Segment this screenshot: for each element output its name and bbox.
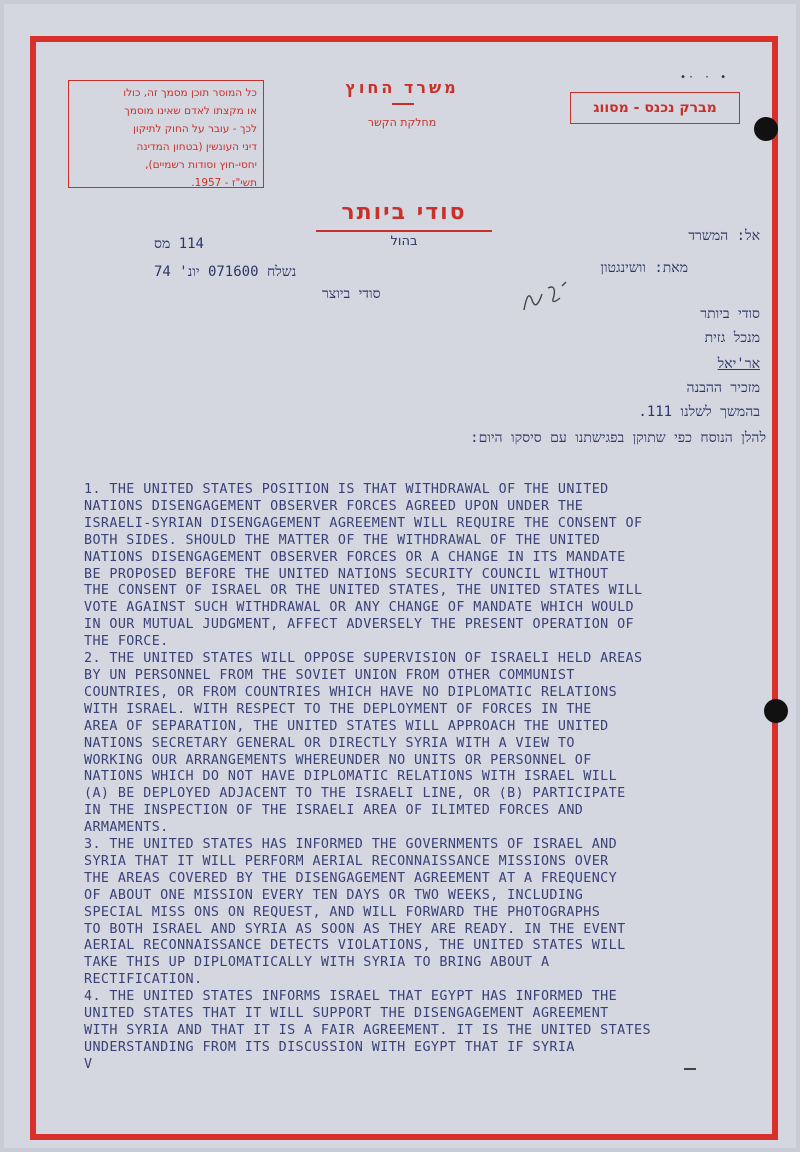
warning-line: דיני העונשין (בטחון המדינה [136,141,257,153]
body-line: 3. THE UNITED STATES HAS INFORMED THE GOVERNMENTS OF ISRAEL AND [84,837,618,853]
body-line: ARMAMENTS. [84,820,169,836]
ministry-underline [392,103,414,105]
classification-underline [316,230,492,232]
body-line: 4. THE UNITED STATES INFORMS ISRAEL THAT EGYPT HAS INFORMED THE [84,989,618,1005]
body-line: COUNTRIES, OR FROM COUNTRIES WHICH HAVE NO DIPLOMATIC RELATIONS [84,684,618,700]
classification-heading: סודי ביותר [341,200,467,225]
body-line: 1. THE UNITED STATES POSITION IS THAT WITHDRAWAL OF THE UNITED [84,482,609,497]
body-line: TO BOTH ISRAEL AND SYRIA AS SOON AS THEY ARE READY. IN THE EVENT [84,921,626,937]
warning-line: יחסי-חוץ וסודות רשמיים), [145,159,257,171]
body-line: AREA OF SEPARATION, THE UNITED STATES WILL APPROACH THE UNITED [84,718,609,734]
to-field: אל: המשרד [688,228,760,244]
body-line: WITH ISRAEL. WITH RESPECT TO THE DEPLOYMENT OF FORCES IN THE [84,701,592,717]
body-line: BE PROPOSED BEFORE THE UNITED NATIONS SECURITY COUNCIL WITHOUT [84,566,609,582]
body-line: NATIONS SECRETARY GENERAL OR DIRECTLY SYRIA WITH A VIEW TO [84,735,575,751]
sub-classification: סודי ביוצר [322,286,381,302]
body-line: THE CONSENT OF ISRAEL OR THE UNITED STATES, THE UNITED STATES WILL [84,583,643,599]
urgency-label: בהול [390,234,418,249]
body-line: (A) BE DEPLOYED ADJACENT TO THE ISRAELI LINE, OR (B) PARTICIPATE [84,786,626,802]
punch-hole [754,117,778,141]
body-line: BY UN PERSONNEL FROM THE SOVIET UNION FROM OTHER COMMUNIST [84,667,575,683]
legal-warning-box [68,80,264,188]
from-field: מאת: וושינגטון [600,260,688,276]
body-line: TAKE THIS UP DIPLOMATICALLY WITH SYRIA TO BRING ABOUT A [84,955,550,971]
ministry-title: משרד החוץ [345,78,459,97]
addressee-line: סודי ביותר [700,306,760,322]
message-number: 114 מס [154,236,204,252]
message-type-stamp: מברק נכנס - מסווג [570,92,740,124]
body-line: IN OUR MUTUAL JUDGMENT, AFFECT ADVERSELY THE PRESENT OPERATION OF [84,617,635,633]
warning-line: לכך - עובר על החוק לתיקון [132,123,257,135]
body-line: RECTIFICATION. [84,972,203,988]
body-line: SYRIA THAT IT WILL PERFORM AERIAL RECONNAISSANCE MISSIONS OVER [84,853,609,869]
body-line: 2. THE UNITED STATES WILL OPPOSE SUPERVISION OF ISRAELI HELD AREAS [84,651,643,667]
body-line: NATIONS WHICH DO NOT HAVE DIPLOMATIC RELATIONS WITH ISRAEL WILL [84,769,618,785]
body-line: WITH SYRIA AND THAT IT IS A FAIR AGREEMENT. IT IS THE UNITED STATES [84,1023,651,1038]
body-line: NATIONS DISENGAGEMENT OBSERVER FORCES AGREED UPON UNDER THE [84,498,584,514]
body-line: AERIAL RECONNAISSANCE DETECTS VIOLATIONS, THE UNITED STATES WILL [84,938,626,954]
body-line: NATIONS DISENGAGEMENT OBSERVER FORCES OR A CHANGE IN ITS MANDATE [84,549,626,565]
reference-line: בהמשך לשלנו 111. [638,404,760,420]
body-line: UNDERSTANDING FROM ITS DISCUSSION WITH EGYPT THAT IF SYRIA [84,1039,575,1055]
body-line: BOTH SIDES. SHOULD THE MATTER OF THE WITHDRAWAL OF THE UNITED [84,532,601,548]
addressee-line: מזכיר ההבנה [686,380,760,396]
intro-line: להלן הנוסח כפי שתוקן בפגישתנו עם סיסקו היום: [470,430,766,446]
body-line: WORKING OUR ARRANGEMENTS WHEREUNDER NO UNITS OR PERSONNEL OF [84,752,592,768]
body-line: SPECIAL MISS ONS ON REQUEST, AND WILL FORWARD THE PHOTOGRAPHS [84,904,601,920]
addressee-line: מנכל גזית [704,330,760,346]
body-line: V [84,1056,93,1072]
body-line: IN THE INSPECTION OF THE ISRAELI AREA OF ILIMTED FORCES AND [84,803,584,819]
warning-line: תשי"ז - 1957. [191,177,257,189]
addressee-line: אר'יאל [717,356,760,372]
department-name: מחלקת הקשר [367,116,437,129]
handwritten-mark-icon [520,280,580,316]
ink-dots: •· · • [680,72,729,83]
stray-mark [684,1068,696,1070]
warning-line: או מקצתו לאדם שאינו מוסמך [124,105,257,117]
body-line: OF ABOUT ONE MISSION EVERY TEN DAYS OR TWO WEEKS, INCLUDING [84,887,584,903]
body-line: VOTE AGAINST SUCH WITHDRAWAL OR ANY CHANGE OF MANDATE WHICH WOULD [84,600,635,616]
body-line: ISRAELI-SYRIAN DISENGAGEMENT AGREEMENT WILL REQUIRE THE CONSENT OF [84,515,643,531]
body-line: THE FORCE. [84,634,169,650]
document-page [4,4,796,1148]
warning-line: כל המוסר תוכן מסמך זה, כולו [123,87,257,99]
punch-hole [764,699,788,723]
body-line: THE AREAS COVERED BY THE DISENGAGEMENT AGREEMENT AT A FREQUENCY [84,870,618,886]
telegram-body [84,482,752,1074]
body-line: UNITED STATES THAT IT WILL SUPPORT THE DISENGAGEMENT AGREEMENT [84,1006,609,1022]
sent-timestamp: נשלח 071600 יונ' 74 [154,264,297,280]
